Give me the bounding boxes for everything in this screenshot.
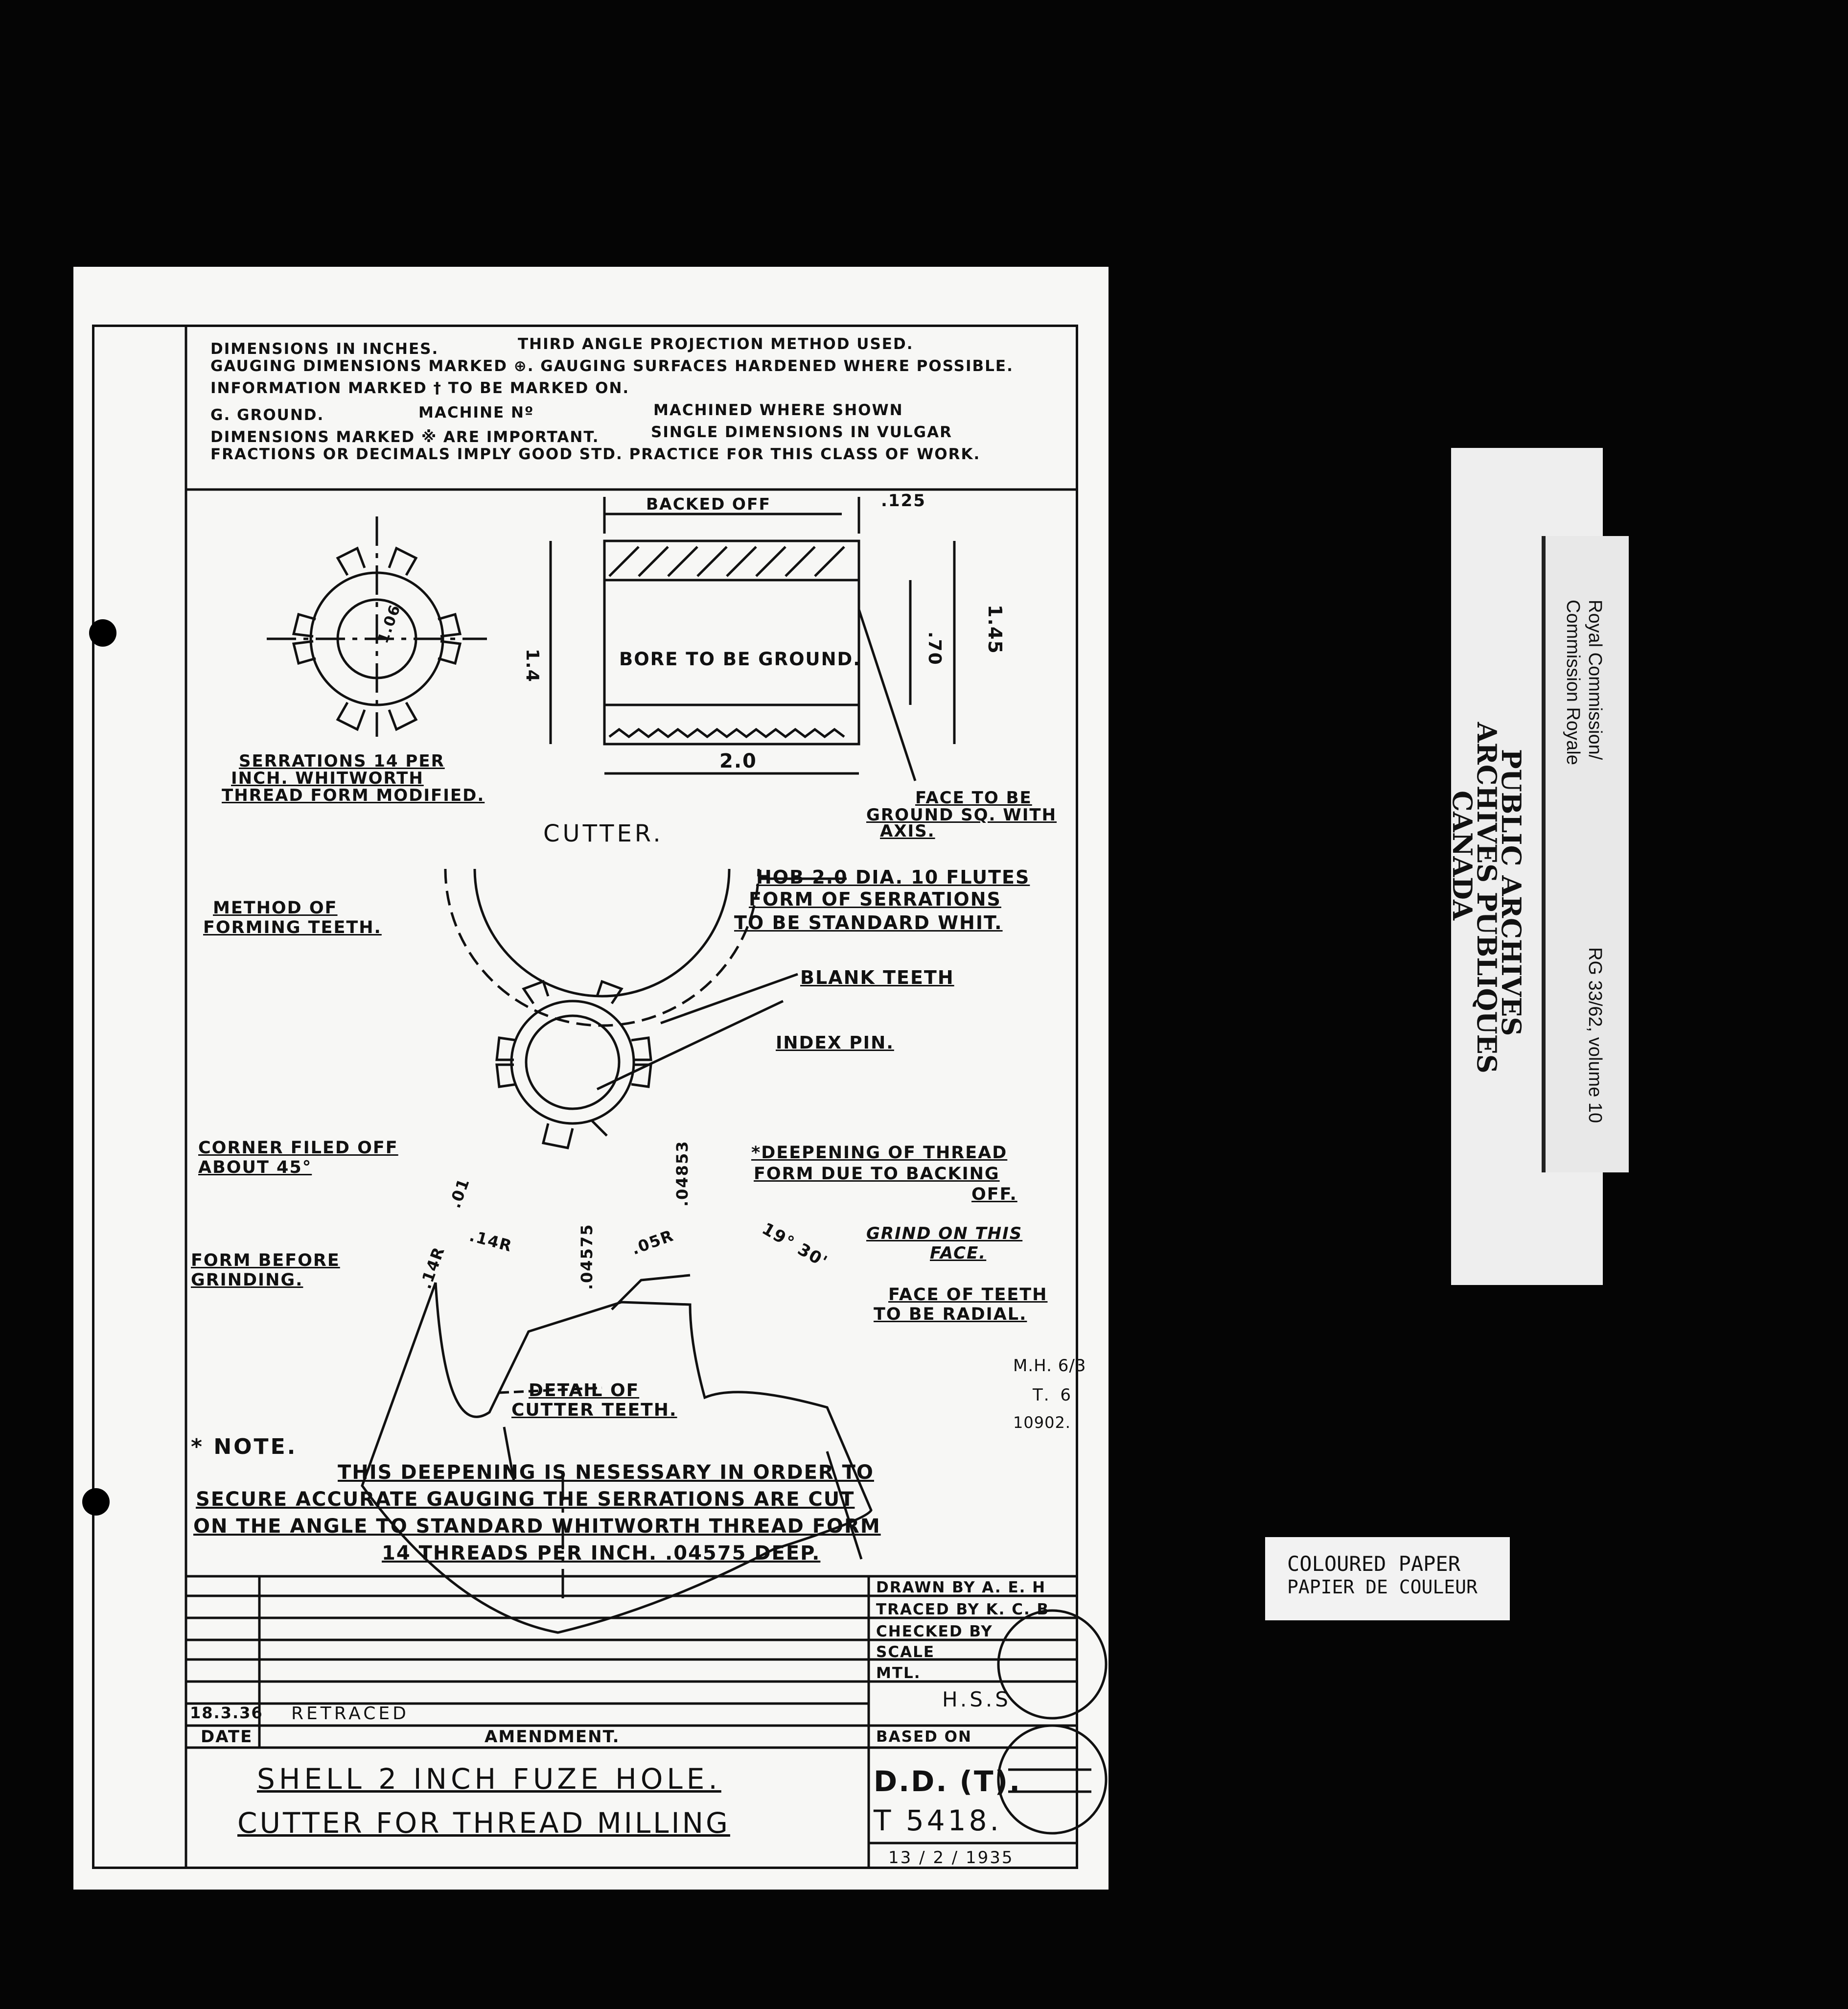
- note-line: ON THE ANGLE TO STANDARD WHITWORTH THREAD FORM: [193, 1515, 881, 1538]
- hob-note: TO BE STANDARD WHIT.: [734, 912, 1003, 934]
- amendment-header: AMENDMENT.: [485, 1727, 620, 1747]
- stamp-line-1: M.H. 6/3: [1013, 1356, 1086, 1376]
- drawing-title: CUTTER FOR THREAD MILLING: [237, 1806, 730, 1840]
- method-label: FORMING TEETH.: [203, 918, 382, 937]
- detail-caption: DETAIL OF: [529, 1380, 640, 1401]
- retraced-date: 18.3.36: [190, 1704, 263, 1722]
- drawing-number: T 5418.: [874, 1804, 1002, 1837]
- archive-name: PUBLIC ARCHIVES: [1496, 749, 1527, 1036]
- checked-by: CHECKED BY: [876, 1623, 993, 1640]
- based-on: BASED ON: [876, 1728, 972, 1746]
- face-note: GROUND SQ. WITH: [866, 805, 1057, 825]
- commission-label: Commission Royale: [1563, 600, 1583, 765]
- coloured-paper-fr: PAPIER DE COULEUR: [1287, 1576, 1478, 1598]
- dim-04575: .04575: [578, 1223, 596, 1290]
- note-important: DIMENSIONS MARKED ※ ARE IMPORTANT.: [210, 428, 600, 446]
- end-view-caption: THREAD FORM MODIFIED.: [222, 786, 485, 805]
- dim-14r-upper: .14R: [467, 1226, 515, 1256]
- retraced-label: RETRACED: [291, 1704, 409, 1724]
- note-gauging: GAUGING DIMENSIONS MARKED ⊕. GAUGING SURFACES HARDENED WHERE POSSIBLE.: [210, 357, 1014, 375]
- note-machine: MACHINE Nº: [418, 404, 534, 421]
- dim-diameter: 1.06: [374, 602, 404, 646]
- note-line: 14 THREADS PER INCH. .04575 DEEP.: [382, 1542, 821, 1565]
- method-label: METHOD OF: [213, 898, 338, 918]
- face-teeth-note: FACE OF TEETH: [888, 1285, 1048, 1305]
- coloured-paper-en: COLOURED PAPER: [1287, 1552, 1461, 1576]
- dim-125: .125: [881, 491, 926, 511]
- grind-note: FACE.: [930, 1243, 987, 1263]
- coloured-paper-label: [1265, 1537, 1510, 1620]
- commission-label: Royal Commission/: [1585, 600, 1605, 760]
- bore-label: BORE TO BE GROUND.: [619, 649, 861, 670]
- note-projection: THIRD ANGLE PROJECTION METHOD USED.: [518, 335, 914, 353]
- note-dimensions: DIMENSIONS IN INCHES.: [210, 340, 439, 358]
- index-pin-label: INDEX PIN.: [776, 1033, 894, 1053]
- hob-note: HOB 2.0 DIA. 10 FLUTES: [756, 866, 1030, 888]
- note-information: INFORMATION MARKED † TO BE MARKED ON.: [210, 379, 630, 397]
- dim-1-45: 1.45: [984, 605, 1006, 654]
- cutter-title: CUTTER.: [543, 820, 664, 847]
- backed-off-label: BACKED OFF: [646, 494, 771, 514]
- end-view-caption: INCH. WHITWORTH: [231, 769, 424, 788]
- corner-note: CORNER FILED OFF: [198, 1138, 398, 1158]
- face-note: AXIS.: [880, 821, 935, 841]
- technical-drawing: [73, 267, 1109, 1890]
- stamp-line-2: T. 6: [1033, 1385, 1074, 1405]
- dim-05r: .05R: [629, 1226, 676, 1259]
- hob-note: FORM OF SERRATIONS: [749, 888, 1001, 910]
- scale: SCALE: [876, 1643, 935, 1661]
- corner-note: ABOUT 45°: [198, 1158, 312, 1177]
- angle-dim: 19° 30': [759, 1219, 832, 1272]
- face-note: FACE TO BE: [915, 788, 1032, 808]
- deepening-note: *DEEPENING OF THREAD: [751, 1143, 1008, 1163]
- face-teeth-note: TO BE RADIAL.: [874, 1305, 1027, 1324]
- deepening-note: FORM DUE TO BACKING: [754, 1164, 1000, 1184]
- drawn-by: DRAWN BY A. E. H: [876, 1579, 1046, 1596]
- traced-by: TRACED BY K. C. B: [876, 1601, 1050, 1618]
- note-machined: MACHINED WHERE SHOWN: [653, 401, 903, 419]
- dim-14r-lower: .14R: [416, 1244, 449, 1291]
- stamp-line-3: 10902.: [1013, 1413, 1071, 1432]
- dim-2-0: 2.0: [719, 750, 757, 772]
- drawing-sheet: [73, 267, 1109, 1890]
- drawing-date: 13 / 2 / 1935: [888, 1848, 1014, 1868]
- grind-note: GRIND ON THIS: [866, 1224, 1023, 1243]
- archive-name: ARCHIVES PUBLIQUES: [1471, 722, 1502, 1074]
- note-line: SECURE ACCURATE GAUGING THE SERRATIONS ARE CUT: [196, 1488, 855, 1511]
- note-fractions: FRACTIONS OR DECIMALS IMPLY GOOD STD. PRACTICE FOR THIS CLASS OF WORK.: [210, 445, 981, 463]
- note-line: THIS DEEPENING IS NESESSARY IN ORDER TO: [338, 1461, 874, 1484]
- end-view-caption: SERRATIONS 14 PER: [239, 751, 445, 771]
- deepening-note: OFF.: [971, 1185, 1017, 1204]
- dim-04853: .04853: [673, 1140, 692, 1207]
- material-value: H.S.S: [942, 1687, 1011, 1711]
- drawing-title: SHELL 2 INCH FUZE HOLE.: [257, 1762, 721, 1796]
- dim-70: .70: [924, 631, 945, 666]
- blank-teeth-label: BLANK TEETH: [800, 967, 954, 988]
- archive-reference: RG 33/62, volume 10: [1585, 947, 1605, 1123]
- detail-caption: CUTTER TEETH.: [511, 1400, 677, 1420]
- form-before-note: GRINDING.: [191, 1270, 303, 1290]
- dim-01: .01: [445, 1175, 474, 1211]
- form-before-note: FORM BEFORE: [191, 1251, 340, 1270]
- note-ground: G. GROUND.: [210, 406, 324, 424]
- archive-name: CANADA: [1447, 791, 1478, 920]
- material-label: MTL.: [876, 1664, 921, 1682]
- note-title: * NOTE.: [191, 1434, 298, 1459]
- note-single-dimensions: SINGLE DIMENSIONS IN VULGAR: [651, 423, 952, 441]
- date-header: DATE: [201, 1727, 253, 1747]
- dim-1-4: 1.4: [522, 649, 542, 683]
- dd-label: D.D. (T).: [874, 1765, 1022, 1798]
